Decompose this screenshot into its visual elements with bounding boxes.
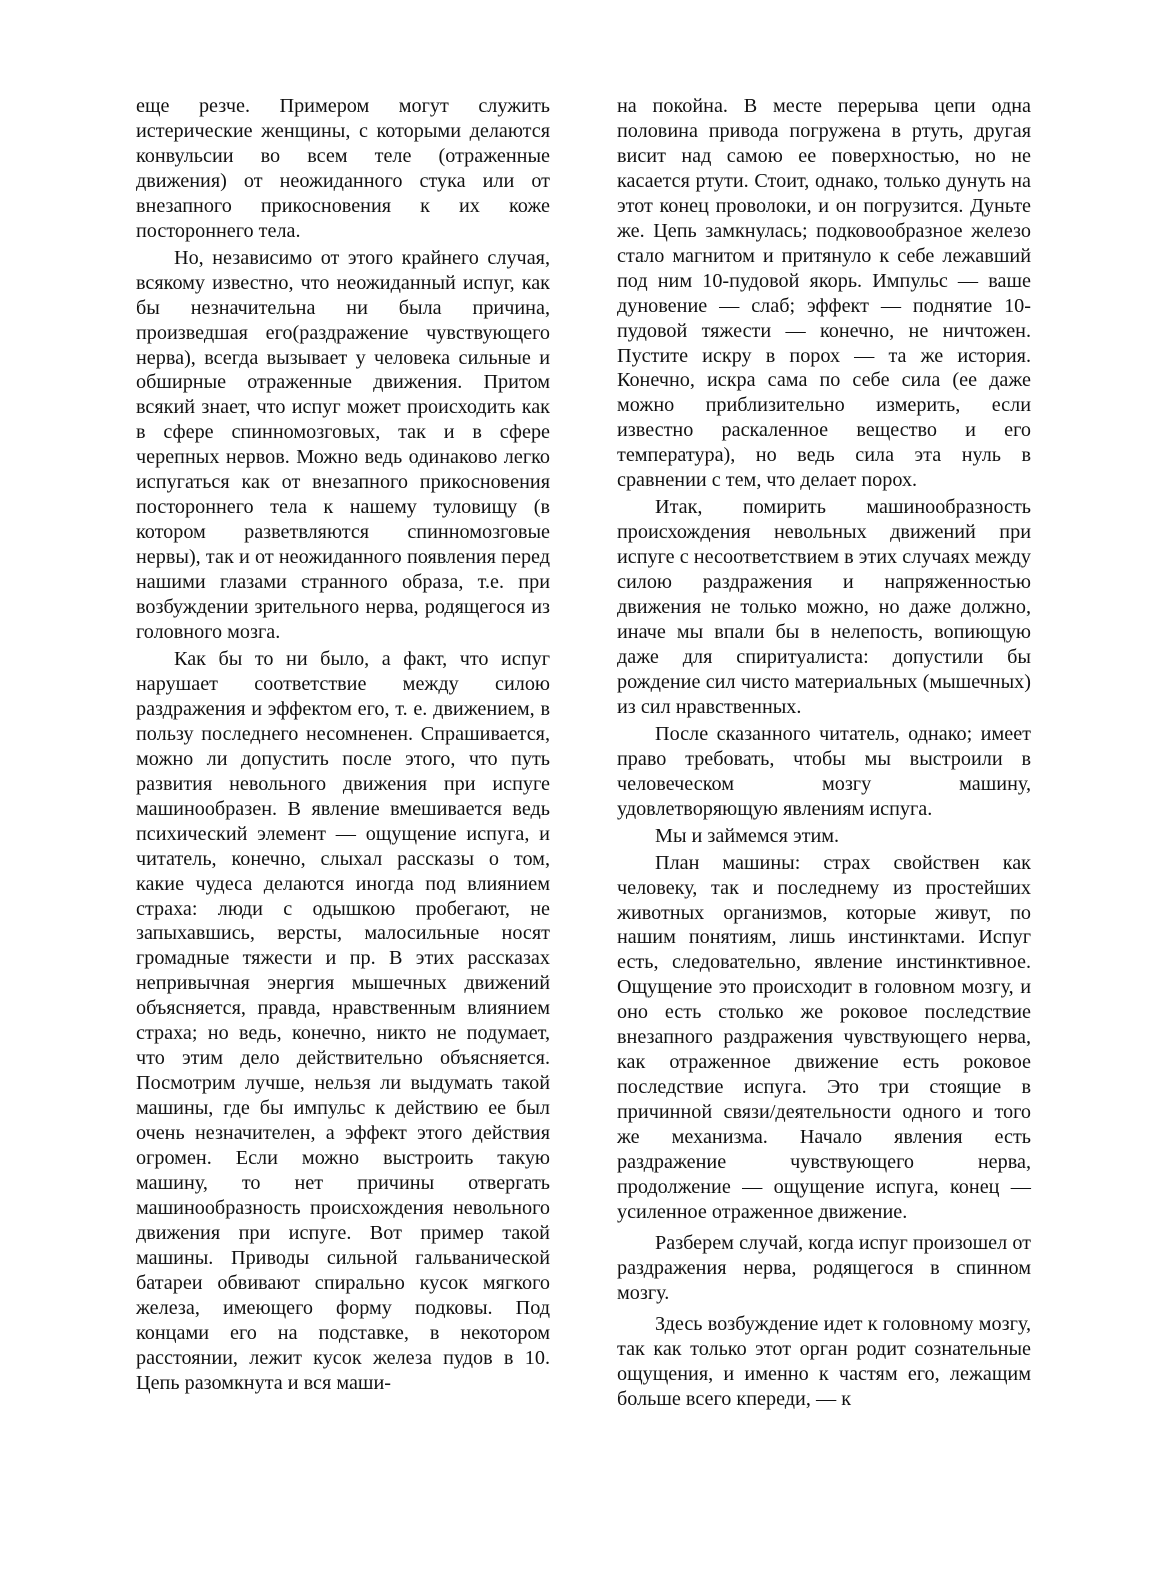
right-paragraph-4: Мы и займемся этим.: [655, 824, 840, 847]
right-paragraph-7: Здесь возбуждение идет к головному мозгу, так как только этот орган родит сознательные ощущения, и именно к частям его, лежащим больше всего кпереди, — к: [617, 1312, 1031, 1410]
right-paragraph-1: на покойна. В месте перерыва цепи одна половина привода погружена в ртуть, другая висит над самою ее поверхностью, но не касается ртути. Стоит, однако, только дунуть на этот конец проволоки, и он погрузится. Дуньте же. Цепь замкнулась; подковообразное железо стало магнитом и притянуло к себе лежавший под ним 10-пудовой якорь. Импульс — ваше дуновение — слаб; эффект — поднятие 10-пудовой тяжести — конечно, не ничтожен. Пустите искру в порох — та же история. Конечно, искра сама по себе сила (ее даже можно приблизительно измерить, если известно раскаленное вещество и его температура), но ведь сила эта нуль в сравнении с тем, что делает порох.: [617, 95, 1031, 492]
right-paragraph-3: После сказанного читатель, однако; имеет право требовать, чтобы мы выстроили в человеческом мозгу машину, удовлетворяющую явлениям испуга.: [617, 722, 1031, 820]
right-paragraph-6: Разберем случай, когда испуг произошел от раздражения нерва, родящегося в спинном мозгу.: [617, 1231, 1031, 1304]
left-paragraph-2: Но, независимо от этого крайнего случая, всякому известно, что неожиданный испуг, как бы незначительна ни была причина, произведшая его(раздражение чувствующего нерва), всегда вызывает у человека сильные и обширные отраженные движения. Притом всякий знает, что испуг может происходить как в сфере спинномозговых, так и в сфере черепных нервов. Можно ведь одинаково легко испугаться как от внезапного прикосновения постороннего тела к нашему туловищу (в котором разветвляются спинномозговые нервы), так и от неожиданного появления перед нашими глазами странного образа, т.е. при возбуждении зрительного нерва, родящегося из головного мозга.: [136, 246, 550, 644]
left-paragraph-3: Как бы то ни было, а факт, что испуг нарушает соответствие между силою раздражения и эффектом его, т. е. движением, в пользу последнего несомненен. Спрашивается, можно ли допустить после этого, что путь развития невольного движения при испуге машинообразен. В явление вмешивается ведь психический элемент — ощущение испуга, и читатель, конечно, слыхал рассказы о том, какие чудеса делаются иногда под влиянием страха: люди с одышкою пробегают, не запыхавшись, версты, малосильные носят громадные тяжести и пр. В этих рассказах непривычная энергия мышечных движений объясняется, правда, нравственным влиянием страха; но ведь, конечно, никто не подумает, что этим дело действительно объясняется. Посмотрим лучше, нельзя ли выдумать такой машины, где бы импульс к действию ее был очень незначителен, а эффект этого действия огромен. Если можно выстроить такую машину, то нет причины отвергать машинообразность происхождения невольного движения при испуге. Вот пример такой машины. Приводы сильной гальванической батареи обвивают спирально кусок мягкого железа, имеющего форму подковы. Под концами его на подставке, в некотором расстоянии, лежит кусок железа пудов в 10. Цепь разомкнута и вся маши-: [136, 647, 550, 1394]
left-paragraph-1: еще резче. Примером могут служить истерические женщины, с которыми делаются конвульсии во всем теле (отраженные движения) от неожиданного стука или от внезапного прикосновения к их коже постороннего тела.: [136, 95, 550, 242]
left-text-column: [136, 94, 550, 1396]
right-paragraph-2: Итак, помирить машинообразность происхождения невольных движений при испуге с несоответствием в этих случаях между силою раздражения и напряженностью движения не только можно, но даже должно, иначе мы впали бы в нелепость, вопиющую даже для спиритуалиста: допустили бы рождение сил чисто материальных (мышечных) из сил нравственных.: [617, 496, 1031, 718]
right-paragraph-5: План машины: страх свойствен как человеку, так и последнему из простейших животных организмов, которые живут, по нашим понятиям, лишь инстинктами. Испуг есть, следовательно, явление инстинктивное. Ощущение это происходит в головном мозгу, и оно есть столько же роковое последствие внезапного раздражения чувствующего нерва, как отраженное движение есть роковое последствие испуга. Это три стоящие в причинной связи/деятельности одного и того же механизма. Начало явления есть раздражение чувствующего нерва, продолжение — ощущение испуга, конец — усиленное отраженное движение.: [617, 851, 1031, 1223]
right-text-column: [617, 94, 1031, 1412]
